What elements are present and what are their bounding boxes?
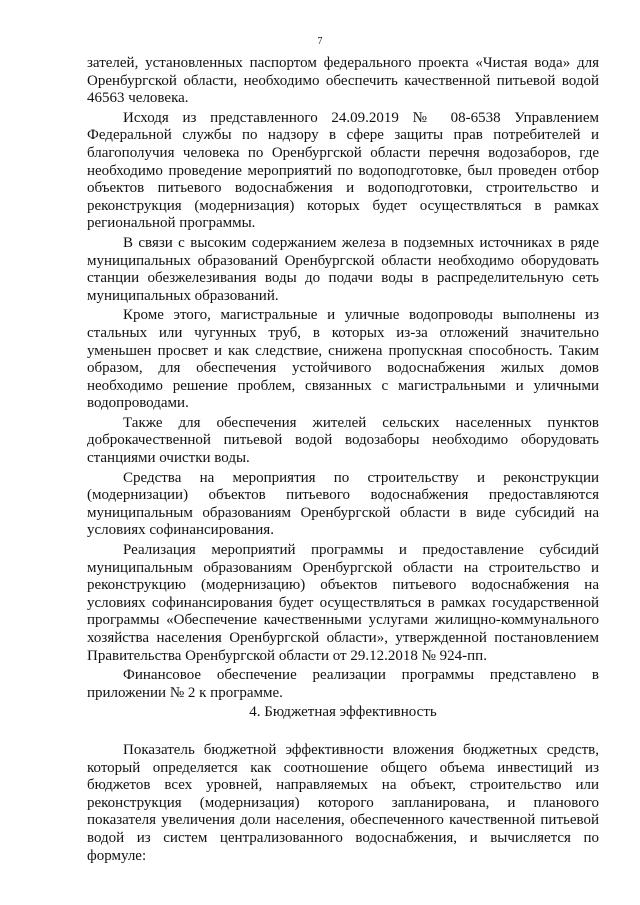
paragraph-rural-settlements: Также для обеспечения жителей сельских населенных пунктов доброкачественной питьевой водой водозаборы необходимо оборудовать станциями очистки воды. [87,414,599,467]
paragraph-pipelines: Кроме этого, магистральные и уличные водопроводы выполнены из стальных или чугунных труб, в которых из-за отложений значительно уменьшен просвет и как следствие, снижена пропускная способность. Таким образом, для обеспечения устойчивого водоснабжения жилых домов необходимо решение проблем, связанных с магистральными и уличными водопроводами. [87,307,599,412]
document-body [87,55,599,865]
paragraph-state-program: Реализация мероприятий программы и предоставление субсидий муниципальным образованиям Оренбургской области на строительство и реконструкцию (модернизацию) объектов питьевого водоснабжения на условиях софинансирования будет осуществляться в рамках государственной программы «Обеспечение качественными услугами жилищно-коммунального хозяйства населения Оренбургской области», утвержденной постановлением Правительства Оренбургской области от 29.12.2018 № 924-пп. [87,542,599,664]
paragraph-continuation: зателей, установленных паспортом федерального проекта «Чистая вода» для Оренбургской области, необходимо обеспечить качественной питьевой водой 46563 человека. [87,55,599,107]
paragraph-budget-efficiency: Показатель бюджетной эффективности вложения бюджетных средств, который определяется как соотношение общего объема инвестиций из бюджетов всех уровней, направляемых на объект, строительство или реконструкция (модернизация) которого запланирована, и планового показателя увеличения доли населения, обеспеченного качественной питьевой водой из систем централизованного водоснабжения, и вычисляется по формуле: [87,741,599,864]
section-heading: 4. Бюджетная эффективность [249,704,437,721]
page-number: 7 [317,36,323,47]
paragraph-water-intakes: Исходя из представленного 24.09.2019 № 08-6538 Управлением Федеральной службы по надзору в сфере защиты прав потребителей и благополучия человека по Оренбургской области перечня водозаборов, где необходимо проведение мероприятий по водоподготовке, был проведен отбор объектов питьевого водоснабжения и водоподготовки, строительство и реконструкция (модернизация) которых будет осуществляться в рамках региональной программы. [87,109,599,232]
paragraph-financing: Финансовое обеспечение реализации программы представлено в приложении № 2 к программе. [87,667,599,701]
paragraph-subsidies: Средства на мероприятия по строительству и реконструкции (модернизации) объектов питьевого водоснабжения предоставляются муниципальным образованиям Оренбургской области в виде субсидий на условиях софинансирования. [87,469,599,539]
paragraph-iron-removal: В связи с высоким содержанием железа в подземных источниках в ряде муниципальных образований Оренбургской области необходимо оборудовать станции обезжелезивания воды до подачи воды в распределительную сеть муниципальных образований. [87,234,599,304]
